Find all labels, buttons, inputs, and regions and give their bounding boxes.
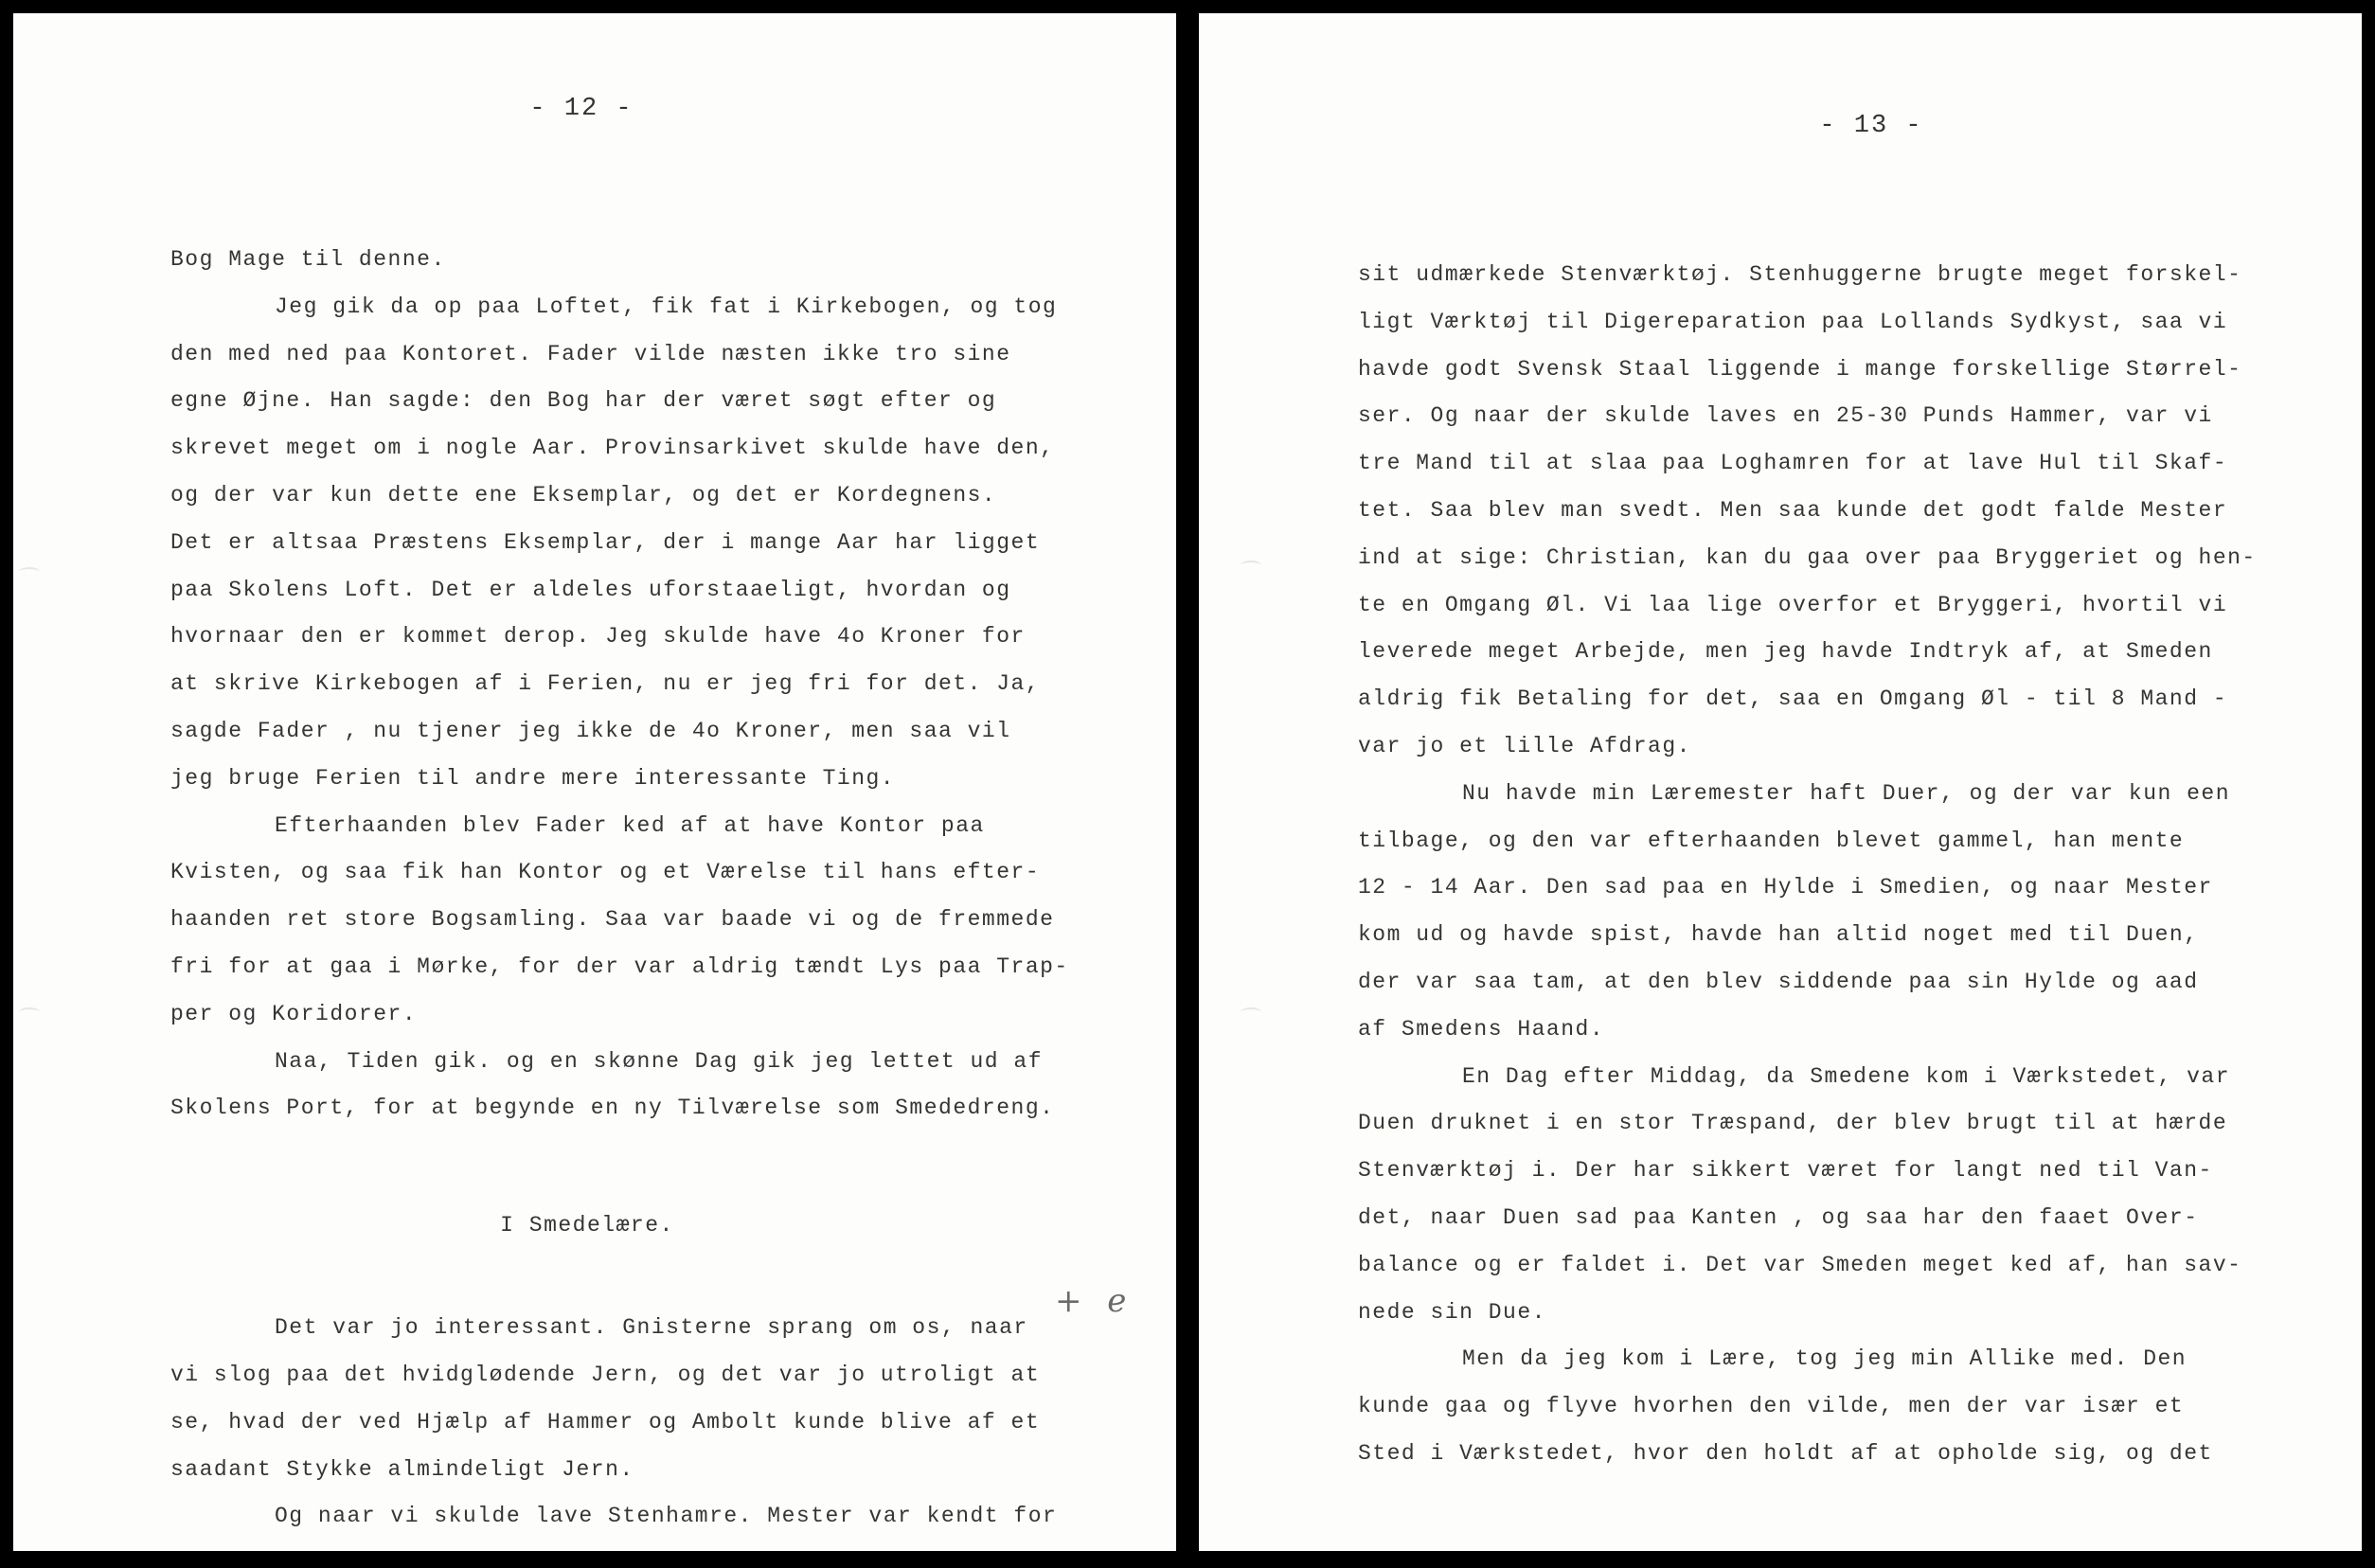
text-line: Jeg gik da op paa Loftet, fik fat i Kirkebogen, og tog — [275, 294, 1058, 319]
text-line: den med ned paa Kontoret. Fader vilde næsten ikke tro sine — [170, 341, 1011, 366]
text-line: Bog Mage til denne. — [170, 247, 446, 272]
text-block-after-heading — [170, 1305, 1069, 1541]
text-line: kunde gaa og flyve hvorhen den vilde, men der var især et — [1358, 1394, 2185, 1419]
text-line: Nu havde min Læremester haft Duer, og der var kun een — [1462, 780, 2231, 806]
text-line: sagde Fader , nu tjener jeg ikke de 4o Kroner, men saa vil — [170, 718, 1011, 743]
left-page — [13, 13, 1176, 1551]
text-line: det, naar Duen sad paa Kanten , og saa har den faaet Over- — [1358, 1204, 2199, 1230]
page-number: - 12 - — [529, 95, 634, 123]
text-line: var jo et lille Afdrag. — [1358, 733, 1691, 758]
text-line: balance og er faldet i. Det var Smeden meget ked af, han sav- — [1358, 1252, 2242, 1277]
text-line: havde godt Svensk Staal liggende i mange forskellige Størrel- — [1358, 356, 2242, 382]
text-line: tilbage, og den var efterhaanden blevet gammel, han mente — [1358, 828, 2185, 853]
text-line: per og Koridorer. — [170, 1001, 418, 1026]
text-block — [1358, 252, 2257, 1478]
body-text — [170, 187, 1069, 1551]
text-line: Men da jeg kom i Lære, tog jeg min Allike med. Den — [1462, 1346, 2188, 1372]
text-line: En Dag efter Middag, da Smedene kom i Værkstedet, var — [1462, 1063, 2231, 1089]
punch-mark — [1241, 1007, 1261, 1017]
text-line: aldrig fik Betaling for det, saa en Omgang Øl - til 8 Mand - — [1358, 686, 2228, 712]
text-line: af Smedens Haand. — [1358, 1016, 1605, 1042]
body-text — [1358, 203, 2257, 1527]
text-line: sit udmærkede Stenværktøj. Stenhuggerne brugte meget forskel- — [1358, 262, 2242, 287]
text-line: egne Øjne. Han sagde: den Bog har der været søgt efter og — [170, 388, 997, 414]
text-line: der var saa tam, at den blev siddende paa sin Hylde og aad — [1358, 969, 2199, 994]
text-line: tre Mand til at slaa paa Loghamren for at lave Hul til Skaf- — [1358, 451, 2228, 476]
section-heading: I Smedelære. — [500, 1213, 674, 1238]
text-line: Naa, Tiden gik. og en skønne Dag gik jeg lettet ud af — [275, 1048, 1044, 1074]
text-line: Duen druknet i en stor Træspand, der blev brugt til at hærde — [1358, 1111, 2228, 1136]
text-line: te en Omgang Øl. Vi laa lige overfor et Bryggeri, hvortil vi — [1358, 592, 2228, 617]
text-line: 12 - 14 Aar. Den sad paa en Hylde i Smedien, og naar Mester — [1358, 875, 2213, 900]
text-line: ind at sige: Christian, kan du gaa over paa Bryggeriet og hen- — [1358, 544, 2257, 570]
text-line: Det var jo interessant. Gnisterne sprang om os, naar — [275, 1315, 1028, 1341]
text-line: hvornaar den er kommet derop. Jeg skulde have 4o Kroner for — [170, 624, 1026, 650]
punch-mark — [19, 1007, 40, 1017]
handwritten-margin-note: + e — [1055, 1282, 1134, 1320]
text-line: Efterhaanden blev Fader ked af at have Kontor paa — [275, 812, 985, 838]
text-block-before-heading — [170, 237, 1069, 1132]
punch-mark — [19, 567, 40, 577]
text-line: leverede meget Arbejde, men jeg havde Indtryk af, at Smeden — [1358, 639, 2213, 665]
text-line: ser. Og naar der skulde laves en 25-30 Punds Hammer, var vi — [1358, 403, 2213, 429]
text-line: Skolens Port, for at begynde en ny Tilværelse som Smededreng. — [170, 1096, 1055, 1121]
text-line: Og naar vi skulde lave Stenhamre. Mester var kendt for — [275, 1504, 1058, 1529]
text-line: skrevet meget om i nogle Aar. Provinsarkivet skulde have den, — [170, 436, 1055, 461]
text-line: Sted i Værkstedet, hvor den holdt af at opholde sig, og det — [1358, 1440, 2213, 1466]
text-line: haanden ret store Bogsamling. Saa var baade vi og de fremmede — [170, 907, 1055, 933]
text-line: Det er altsaa Præstens Eksemplar, der i mange Aar har ligget — [170, 529, 1041, 555]
text-line: paa Skolens Loft. Det er aldeles uforstaaeligt, hvordan og — [170, 577, 1011, 602]
text-line: Stenværktøj i. Der har sikkert været for langt ned til Van- — [1358, 1158, 2213, 1184]
text-line: tet. Saa blev man svedt. Men saa kunde det godt falde Mester — [1358, 497, 2228, 523]
text-line: saadant Stykke almindeligt Jern. — [170, 1456, 634, 1482]
text-line: kom ud og havde spist, havde han altid noget med til Duen, — [1358, 922, 2199, 948]
text-line: og der var kun dette ene Eksemplar, og det er Kordegnens. — [170, 482, 997, 508]
text-line: at skrive Kirkebogen af i Ferien, nu er jeg fri for det. Ja, — [170, 671, 1041, 697]
text-line: jeg bruge Ferien til andre mere interessante Ting. — [170, 765, 896, 791]
text-line: vi slog paa det hvidglødende Jern, og det var jo utroligt at — [170, 1362, 1041, 1387]
right-page — [1199, 13, 2362, 1551]
text-line: Kvisten, og saa fik han Kontor og et Værelse til hans efter- — [170, 860, 1041, 885]
page-number: - 13 - — [1819, 112, 1923, 140]
punch-mark — [1241, 561, 1261, 570]
text-line: se, hvad der ved Hjælp af Hammer og Ambolt kunde blive af et — [170, 1409, 1041, 1434]
text-line: ligt Værktøj til Digereparation paa Lollands Sydkyst, saa vi — [1358, 309, 2228, 334]
text-line: nede sin Due. — [1358, 1299, 1546, 1325]
text-line: fri for at gaa i Mørke, for der var aldrig tændt Lys paa Trap- — [170, 953, 1069, 979]
